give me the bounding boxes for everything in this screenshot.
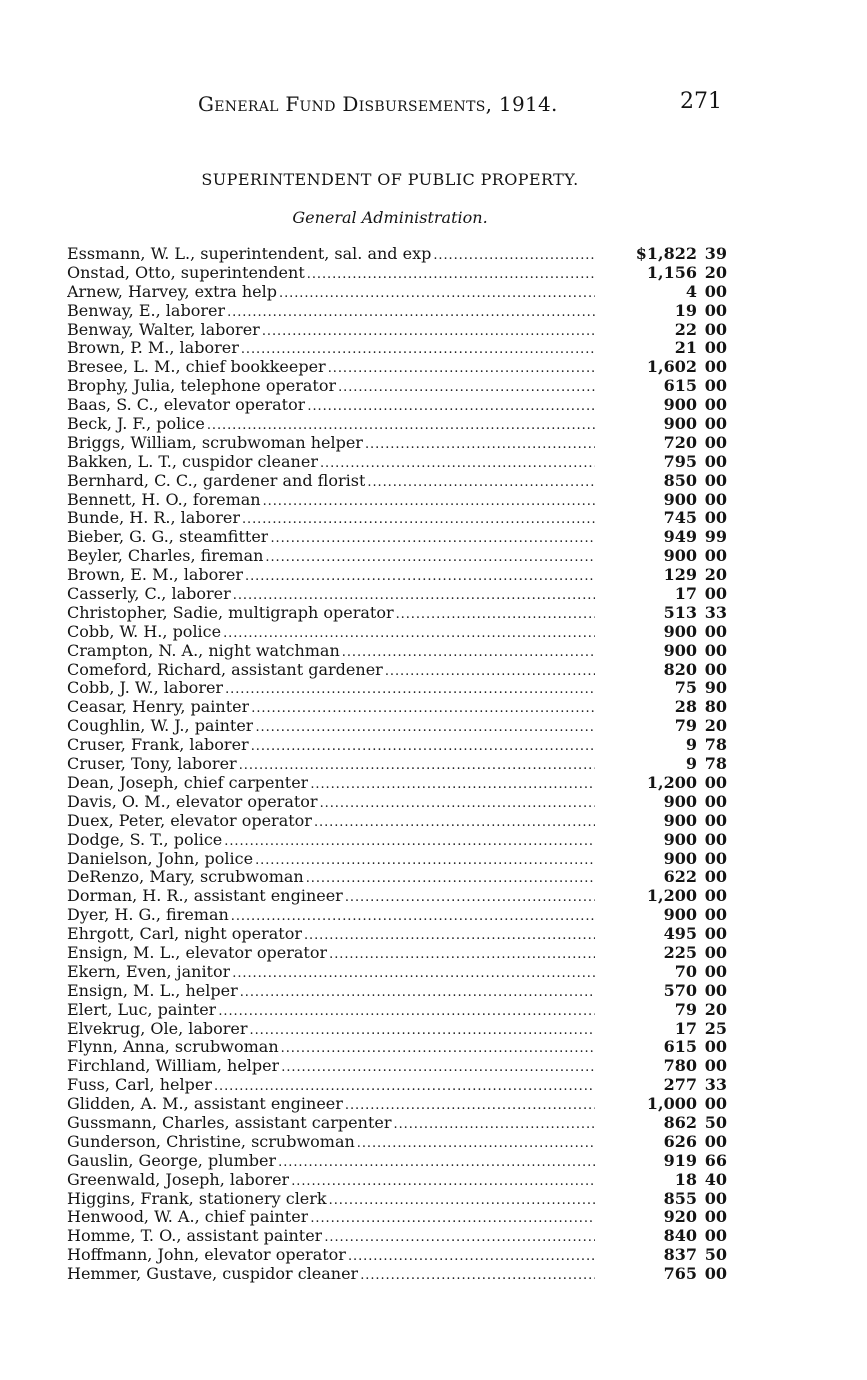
amount-dollars: 626 xyxy=(663,1131,697,1151)
dot-leader xyxy=(392,1114,596,1133)
amount-cents: 00 xyxy=(704,942,727,962)
list-item xyxy=(67,604,727,623)
payee-name: Brophy, Julia, telephone operator xyxy=(67,377,337,396)
dot-leader xyxy=(340,642,595,661)
dot-leader xyxy=(308,1208,595,1227)
amount-cents: 00 xyxy=(704,772,727,792)
amount-dollars: 19 xyxy=(674,300,697,320)
amount-cents: 00 xyxy=(704,1226,727,1246)
payee-name: Fuss, Carl, helper xyxy=(67,1076,212,1095)
dot-leader xyxy=(383,661,595,680)
payee-name: Crampton, N. A., night watchman xyxy=(67,641,340,660)
amount-dollars: 1,000 xyxy=(646,1094,697,1114)
list-item xyxy=(67,944,727,963)
dot-leader xyxy=(225,302,595,321)
amount-cents: 00 xyxy=(704,621,727,641)
amount-dollars: 495 xyxy=(663,924,697,944)
dot-leader xyxy=(279,1057,595,1076)
amount-dollars: 820 xyxy=(663,659,697,679)
payee-name: Henwood, W. A., chief painter xyxy=(67,1208,309,1227)
amount-dollars: 277 xyxy=(663,1075,697,1095)
list-item xyxy=(67,1114,727,1133)
amount-cents: 00 xyxy=(704,1037,727,1057)
list-item xyxy=(67,868,727,887)
section-title: SUPERINTENDENT OF PUBLIC PROPERTY. xyxy=(201,170,579,189)
list-item xyxy=(67,377,727,396)
amount-dollars: 900 xyxy=(663,905,697,925)
payee-name: Coughlin, W. J., painter xyxy=(67,717,254,736)
amount-cents: 00 xyxy=(704,357,727,377)
amount-dollars: 900 xyxy=(663,810,697,830)
amount-dollars: 225 xyxy=(663,942,697,962)
payee-name: Bernhard, C. C., gardener and florist xyxy=(67,471,366,490)
payee-name: Benway, Walter, laborer xyxy=(67,320,260,339)
amount-dollars: 900 xyxy=(663,640,697,660)
dot-leader xyxy=(237,755,595,774)
payee-name: Bakken, L. T., cuspidor cleaner xyxy=(67,452,318,471)
amount-dollars: 79 xyxy=(674,999,697,1019)
amount-dollars: 900 xyxy=(663,791,697,811)
dot-leader xyxy=(205,415,595,434)
payee-name: Ensign, M. L., helper xyxy=(67,981,238,1000)
list-item xyxy=(67,1076,727,1095)
dot-leader xyxy=(336,377,595,396)
amount-dollars: 9 xyxy=(685,754,697,774)
list-item xyxy=(67,491,727,510)
list-item xyxy=(67,1133,727,1152)
payee-name: Hoffmann, John, elevator operator xyxy=(67,1246,346,1265)
list-item xyxy=(67,925,727,944)
amount-cents: 00 xyxy=(704,810,727,830)
dot-leader xyxy=(253,717,595,736)
payee-name: Beyler, Charles, fireman xyxy=(67,547,264,566)
list-item xyxy=(67,717,727,736)
amount-cents: 00 xyxy=(704,489,727,509)
payee-name: Casserly, C., laborer xyxy=(67,585,231,604)
dot-leader xyxy=(277,283,595,302)
amount-cents: 00 xyxy=(704,1094,727,1114)
list-item xyxy=(67,755,727,774)
list-item xyxy=(67,1057,727,1076)
list-item xyxy=(67,906,727,925)
amount-cents: 00 xyxy=(704,451,727,471)
amount-dollars: 900 xyxy=(663,546,697,566)
amount-cents: 00 xyxy=(704,319,727,339)
list-item xyxy=(67,1020,727,1039)
payee-name: Dodge, S. T., police xyxy=(67,830,223,849)
list-item xyxy=(67,1171,727,1190)
amount-cents: 20 xyxy=(704,999,727,1019)
list-item xyxy=(67,679,727,698)
dot-leader xyxy=(305,264,595,283)
payee-name: Brown, E. M., laborer xyxy=(67,566,243,585)
list-item xyxy=(67,302,727,321)
payee-name: Higgins, Frank, stationery clerk xyxy=(67,1189,327,1208)
amount-dollars: 28 xyxy=(674,697,697,717)
amount-cents: 33 xyxy=(704,1075,727,1095)
list-item xyxy=(67,887,727,906)
dot-leader xyxy=(363,434,595,453)
dot-leader xyxy=(253,850,595,869)
payee-name: Cobb, J. W., laborer xyxy=(67,679,224,698)
amount-dollars: 862 xyxy=(663,1112,697,1132)
dot-leader xyxy=(431,245,595,264)
amount-cents: 00 xyxy=(704,867,727,887)
amount-cents: 00 xyxy=(704,395,727,415)
payee-name: Bieber, G. G., steamfitter xyxy=(67,528,269,547)
payee-name: Gunderson, Christine, scrubwoman xyxy=(67,1132,355,1151)
payee-name: Cruser, Tony, laborer xyxy=(67,755,237,774)
amount-cents: 20 xyxy=(704,716,727,736)
dot-leader xyxy=(394,604,595,623)
dot-leader xyxy=(327,1190,595,1209)
dot-leader xyxy=(221,623,595,642)
amount-cents: 00 xyxy=(704,470,727,490)
payee-name: Ekern, Even, janitor xyxy=(67,962,231,981)
amount-dollars: 1,156 xyxy=(646,262,697,282)
amount-cents: 00 xyxy=(704,905,727,925)
amount-cents: 00 xyxy=(704,848,727,868)
list-item xyxy=(67,472,727,491)
list-item xyxy=(67,774,727,793)
amount-dollars: 900 xyxy=(663,829,697,849)
running-title: General Fund Disbursements, 1914. xyxy=(198,92,558,116)
amount-cents: 00 xyxy=(704,546,727,566)
amount-cents: 00 xyxy=(704,1131,727,1151)
dot-leader xyxy=(276,1152,595,1171)
list-item xyxy=(67,1208,727,1227)
amount-dollars: 855 xyxy=(663,1188,697,1208)
dot-leader xyxy=(318,453,595,472)
dot-leader xyxy=(343,887,595,906)
dot-leader xyxy=(216,1001,595,1020)
amount-cents: 78 xyxy=(704,735,727,755)
list-item xyxy=(67,358,727,377)
payee-name: Dean, Joseph, chief carpenter xyxy=(67,773,309,792)
list-item xyxy=(67,812,727,831)
dot-leader xyxy=(346,1246,595,1265)
list-item xyxy=(67,736,727,755)
amount-cents: 00 xyxy=(704,376,727,396)
list-item xyxy=(67,585,727,604)
list-item xyxy=(67,509,727,528)
dot-leader xyxy=(222,831,595,850)
list-item xyxy=(67,793,727,812)
list-item xyxy=(67,566,727,585)
list-item xyxy=(67,434,727,453)
amount-cents: 00 xyxy=(704,791,727,811)
amount-dollars: 920 xyxy=(663,1207,697,1227)
payee-name: Benway, E., laborer xyxy=(67,301,226,320)
payee-name: Comeford, Richard, assistant gardener xyxy=(67,660,383,679)
amount-dollars: 513 xyxy=(663,602,697,622)
payee-name: Essmann, W. L., superintendent, sal. and exp xyxy=(67,245,432,263)
amount-dollars: 22 xyxy=(674,319,697,339)
list-item xyxy=(67,1001,727,1020)
dot-leader xyxy=(249,736,595,755)
list-item xyxy=(67,642,727,661)
amount-dollars: 79 xyxy=(674,716,697,736)
amount-dollars: 765 xyxy=(663,1264,697,1284)
amount-dollars: 919 xyxy=(663,1150,697,1170)
list-item xyxy=(67,283,727,302)
amount-dollars: 900 xyxy=(663,489,697,509)
amount-dollars: 720 xyxy=(663,432,697,452)
amount-dollars: 745 xyxy=(663,508,697,528)
amount-cents: 00 xyxy=(704,640,727,660)
amount-cents: 25 xyxy=(704,1018,727,1038)
amount-cents: 00 xyxy=(704,432,727,452)
dot-leader xyxy=(302,925,595,944)
list-item xyxy=(67,1246,727,1265)
amount-cents: 50 xyxy=(704,1112,727,1132)
page-number: 271 xyxy=(680,89,722,114)
dot-leader xyxy=(260,321,595,340)
list-item xyxy=(67,1038,727,1057)
payee-name: Ensign, M. L., elevator operator xyxy=(67,943,328,962)
list-item xyxy=(67,547,727,566)
dot-leader xyxy=(279,1038,595,1057)
list-item xyxy=(67,1190,727,1209)
dot-leader xyxy=(308,774,595,793)
amount-dollars: 900 xyxy=(663,395,697,415)
amount-dollars: 18 xyxy=(674,1169,697,1189)
payee-name: Cruser, Frank, laborer xyxy=(67,736,249,755)
amount-cents: 00 xyxy=(704,1207,727,1227)
dot-leader xyxy=(318,793,595,812)
payee-name: Homme, T. O., assistant painter xyxy=(67,1227,323,1246)
amount-dollars: 21 xyxy=(674,338,697,358)
dot-leader xyxy=(223,679,595,698)
amount-dollars: 570 xyxy=(663,980,697,1000)
dot-leader xyxy=(312,812,595,831)
amount-cents: 66 xyxy=(704,1150,727,1170)
amount-cents: 00 xyxy=(704,414,727,434)
amount-cents: 00 xyxy=(704,584,727,604)
amount-dollars: 75 xyxy=(674,678,697,698)
amount-cents: 00 xyxy=(704,961,727,981)
amount-cents: 78 xyxy=(704,754,727,774)
payee-name: Firchland, William, helper xyxy=(67,1057,280,1076)
amount-cents: 00 xyxy=(704,300,727,320)
dot-leader xyxy=(327,944,595,963)
payee-name: Ehrgott, Carl, night operator xyxy=(67,925,302,944)
amount-dollars: 615 xyxy=(663,1037,697,1057)
dot-leader xyxy=(263,547,595,566)
amount-dollars: 1,602 xyxy=(646,357,697,377)
list-item xyxy=(67,528,727,547)
amount-cents: 00 xyxy=(704,886,727,906)
dot-leader xyxy=(358,1265,595,1284)
amount-dollars: 900 xyxy=(663,621,697,641)
amount-cents: 33 xyxy=(704,602,727,622)
amount-dollars: 949 xyxy=(663,527,697,547)
list-item xyxy=(67,321,727,340)
amount-cents: 80 xyxy=(704,697,727,717)
dot-leader xyxy=(248,1020,595,1039)
amount-dollars: 17 xyxy=(674,584,697,604)
amount-cents: 20 xyxy=(704,565,727,585)
dot-leader xyxy=(289,1171,595,1190)
payee-name: Flynn, Anna, scrubwoman xyxy=(67,1038,279,1057)
payee-name: Davis, O. M., elevator operator xyxy=(67,792,318,811)
dot-leader xyxy=(239,339,595,358)
amount-dollars: 780 xyxy=(663,1056,697,1076)
amount-cents: 00 xyxy=(704,338,727,358)
amount-cents: 99 xyxy=(704,527,727,547)
payee-name: Bresee, L. M., chief bookkeeper xyxy=(67,358,326,377)
dot-leader xyxy=(343,1095,595,1114)
list-item xyxy=(67,831,727,850)
list-item xyxy=(67,982,727,1001)
amount-dollars: 850 xyxy=(663,470,697,490)
list-item xyxy=(67,415,727,434)
dot-leader xyxy=(243,566,595,585)
dot-leader xyxy=(305,396,595,415)
amount-cents: 50 xyxy=(704,1245,727,1265)
amount-cents: 90 xyxy=(704,678,727,698)
payee-name: Brown, P. M., laborer xyxy=(67,339,239,358)
amount-cents: 00 xyxy=(704,281,727,301)
payee-name: Beck, J. F., police xyxy=(67,415,205,434)
amount-cents: 00 xyxy=(704,659,727,679)
amount-dollars: $1,822 xyxy=(635,244,697,263)
list-item xyxy=(67,245,727,264)
amount-dollars: 615 xyxy=(663,376,697,396)
payee-name: Briggs, William, scrubwoman helper xyxy=(67,433,363,452)
dot-leader xyxy=(261,491,595,510)
list-item xyxy=(67,396,727,415)
list-item xyxy=(67,264,727,283)
payee-name: Arnew, Harvey, extra help xyxy=(67,282,278,301)
list-item xyxy=(67,698,727,717)
dot-leader xyxy=(238,982,595,1001)
list-item xyxy=(67,1095,727,1114)
amount-dollars: 622 xyxy=(663,867,697,887)
amount-dollars: 70 xyxy=(674,961,697,981)
payee-name: Ceasar, Henry, painter xyxy=(67,698,250,717)
amount-dollars: 1,200 xyxy=(646,772,697,792)
list-item xyxy=(67,453,727,472)
payee-name: Onstad, Otto, superintendent xyxy=(67,263,305,282)
payee-name: Dyer, H. G., fireman xyxy=(67,906,229,925)
amount-dollars: 840 xyxy=(663,1226,697,1246)
dot-leader xyxy=(230,963,595,982)
list-item xyxy=(67,963,727,982)
list-item xyxy=(67,850,727,869)
payee-name: Duex, Peter, elevator operator xyxy=(67,811,312,830)
payee-name: Gussmann, Charles, assistant carpenter xyxy=(67,1113,392,1132)
amount-cents: 39 xyxy=(704,244,727,263)
payee-name: Dorman, H. R., assistant engineer xyxy=(67,887,343,906)
amount-dollars: 4 xyxy=(685,281,697,301)
amount-dollars: 17 xyxy=(674,1018,697,1038)
payee-name: Bunde, H. R., laborer xyxy=(67,509,240,528)
payee-name: Gauslin, George, plumber xyxy=(67,1151,277,1170)
amount-dollars: 1,200 xyxy=(646,886,697,906)
payee-name: Bennett, H. O., foreman xyxy=(67,490,261,509)
amount-cents: 00 xyxy=(704,1056,727,1076)
payee-name: Elvekrug, Ole, laborer xyxy=(67,1019,248,1038)
amount-dollars: 9 xyxy=(685,735,697,755)
amount-cents: 00 xyxy=(704,1264,727,1284)
dot-leader xyxy=(249,698,595,717)
dot-leader xyxy=(365,472,595,491)
amount-cents: 40 xyxy=(704,1169,727,1189)
amount-cents: 00 xyxy=(704,1188,727,1208)
dot-leader xyxy=(268,528,595,547)
amount-cents: 20 xyxy=(704,262,727,282)
dot-leader xyxy=(231,585,595,604)
list-item xyxy=(67,1265,727,1284)
payee-name: Hemmer, Gustave, cuspidor cleaner xyxy=(67,1265,359,1284)
amount-dollars: 795 xyxy=(663,451,697,471)
list-item xyxy=(67,661,727,680)
amount-dollars: 129 xyxy=(663,565,697,585)
payee-name: Glidden, A. M., assistant engineer xyxy=(67,1095,343,1114)
dot-leader xyxy=(212,1076,595,1095)
amount-cents: 00 xyxy=(704,829,727,849)
amount-dollars: 837 xyxy=(663,1245,697,1265)
list-item xyxy=(67,339,727,358)
disbursement-list xyxy=(67,245,727,1284)
list-item xyxy=(67,1227,727,1246)
amount-cents: 00 xyxy=(704,508,727,528)
payee-name: DeRenzo, Mary, scrubwoman xyxy=(67,868,304,887)
dot-leader xyxy=(304,868,595,887)
amount-dollars: 900 xyxy=(663,848,697,868)
payee-name: Greenwald, Joseph, laborer xyxy=(67,1170,290,1189)
payee-name: Danielson, John, police xyxy=(67,849,254,868)
amount-cents: 00 xyxy=(704,924,727,944)
amount-cents: 00 xyxy=(704,980,727,1000)
list-item xyxy=(67,1152,727,1171)
dot-leader xyxy=(322,1227,595,1246)
amount-dollars: 900 xyxy=(663,414,697,434)
dot-leader xyxy=(355,1133,595,1152)
payee-name: Elert, Luc, painter xyxy=(67,1000,217,1019)
dot-leader xyxy=(240,509,595,528)
dot-leader xyxy=(229,906,595,925)
subsection-title: General Administration. xyxy=(292,208,488,227)
payee-name: Christopher, Sadie, multigraph operator xyxy=(67,603,394,622)
payee-name: Cobb, W. H., police xyxy=(67,622,222,641)
dot-leader xyxy=(326,358,595,377)
list-item xyxy=(67,623,727,642)
payee-name: Baas, S. C., elevator operator xyxy=(67,396,306,415)
